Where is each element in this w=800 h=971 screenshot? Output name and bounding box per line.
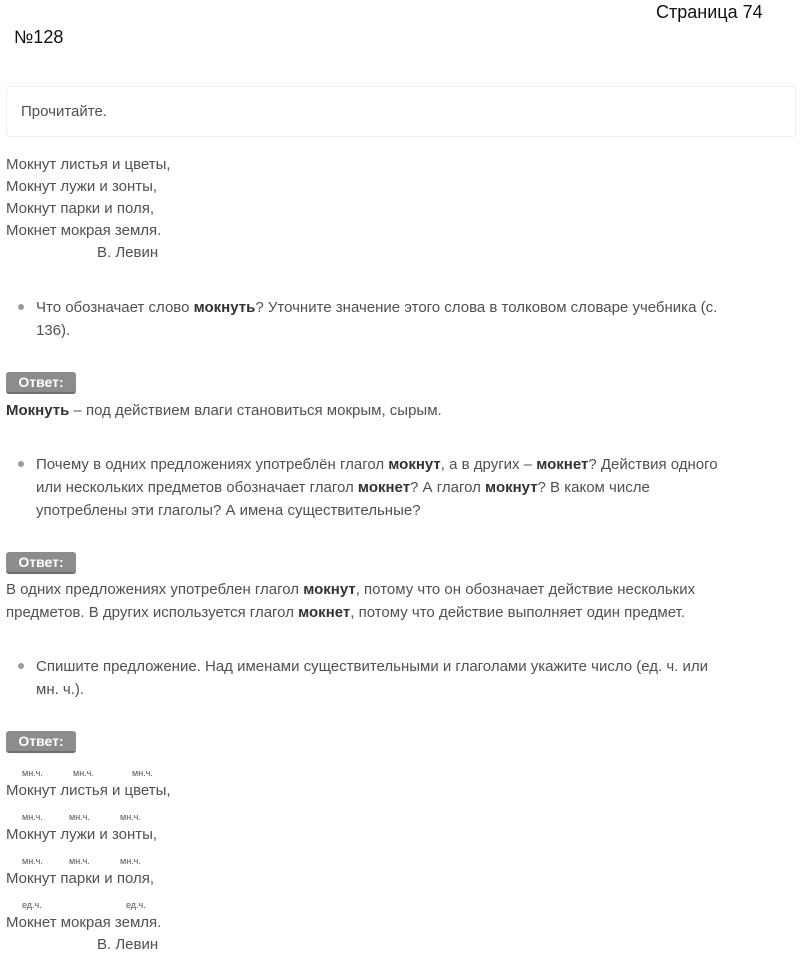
question-1 [36, 296, 786, 342]
question-2-line-2 [36, 476, 786, 499]
poem-author: В. Левин [97, 936, 159, 953]
question-text: , а в других – [440, 456, 537, 473]
question-1-line-2 [36, 319, 786, 342]
question-text: мн. ч.). [36, 681, 85, 698]
answer-2 [6, 578, 786, 624]
answer-2-line-2 [6, 601, 786, 624]
question-text: Спишите предложение. Над именами существительными и глаголами укажите число (ед. ч. или [36, 658, 709, 675]
question-text: или нескольких предметов обозначает глагол [36, 479, 358, 496]
question-text: употреблены эти глаголы? А имена существительные? [36, 502, 421, 519]
question-text: Почему в одних предложениях употреблён глагол [36, 456, 389, 473]
question-bold-word: мокнут [485, 479, 538, 496]
question-bold-word: мокнет [536, 456, 589, 473]
bullet-dot [18, 461, 24, 467]
number-note: мн.ч. [120, 856, 141, 866]
poem-line: Мокнут парки и поля, [6, 870, 155, 887]
question-3-line-1 [36, 655, 786, 678]
answer-bold-word: Мокнуть [6, 402, 70, 419]
instruction-text: Прочитайте. [21, 103, 107, 120]
answer-text: , потому что действие выполняет один предмет. [350, 604, 685, 621]
answer-badge: Ответ: [6, 731, 76, 753]
poem-line: Мокнут лужи и зонты, [6, 826, 158, 843]
instruction-box [6, 86, 796, 137]
question-bold-word: мокнуть [193, 299, 256, 316]
answer-text: В одних предложениях употреблен глагол [6, 581, 304, 598]
number-note: ед.ч. [126, 900, 146, 910]
question-2 [36, 453, 786, 522]
bullet-dot [18, 304, 24, 310]
answer-bold-word: мокнут [303, 581, 356, 598]
question-bold-word: мокнет [357, 479, 411, 496]
answer-1 [6, 399, 786, 422]
answer-bold-word: мокнет [298, 604, 351, 621]
question-3-line-2 [36, 678, 786, 701]
poem-author: В. Левин [97, 244, 159, 261]
poem-line: Мокнет мокрая земля. [6, 222, 162, 239]
question-2-line-3 [36, 499, 786, 522]
question-text: Что обозначает слово [36, 299, 194, 316]
answer-2-line-1 [6, 578, 786, 601]
task-number: №128 [14, 27, 64, 47]
number-note: мн.ч. [69, 812, 90, 822]
question-1-line-1 [36, 296, 786, 319]
poem-line: Мокнет мокрая земля. [6, 914, 162, 931]
page-number: Страница 74 [656, 2, 763, 22]
poem-line: Мокнут листья и цветы, [6, 782, 171, 799]
number-note: мн.ч. [73, 768, 94, 778]
answer-badge: Ответ: [6, 552, 76, 574]
number-note: ед.ч. [22, 900, 42, 910]
answer-text: , потому что он обозначает действие нескольких [355, 581, 696, 598]
number-note: мн.ч. [120, 812, 141, 822]
question-2-line-1 [36, 453, 786, 476]
question-text: ? Действия одного [588, 456, 718, 473]
poem-line: Мокнут лужи и зонты, [6, 178, 158, 195]
bullet-dot [18, 663, 24, 669]
number-note: мн.ч. [69, 856, 90, 866]
question-3 [36, 655, 786, 701]
number-note: мн.ч. [22, 856, 43, 866]
number-note: мн.ч. [132, 768, 153, 778]
number-note: мн.ч. [22, 768, 43, 778]
question-text: 136). [36, 322, 71, 339]
answer-text: – под действием влаги становиться мокрым, сырым. [69, 402, 442, 419]
question-bold-word: мокнут [388, 456, 441, 473]
answer-text: предметов. В других используется глагол [6, 604, 299, 621]
question-text: ? В каком числе [537, 479, 650, 496]
answer-badge: Ответ: [6, 372, 76, 394]
poem-line: Мокнут листья и цветы, [6, 156, 171, 173]
poem-line: Мокнут парки и поля, [6, 200, 155, 217]
question-text: ? А глагол [410, 479, 486, 496]
number-note: мн.ч. [22, 812, 43, 822]
question-text: ? Уточните значение этого слова в толковом словаре учебника (с. [255, 299, 718, 316]
